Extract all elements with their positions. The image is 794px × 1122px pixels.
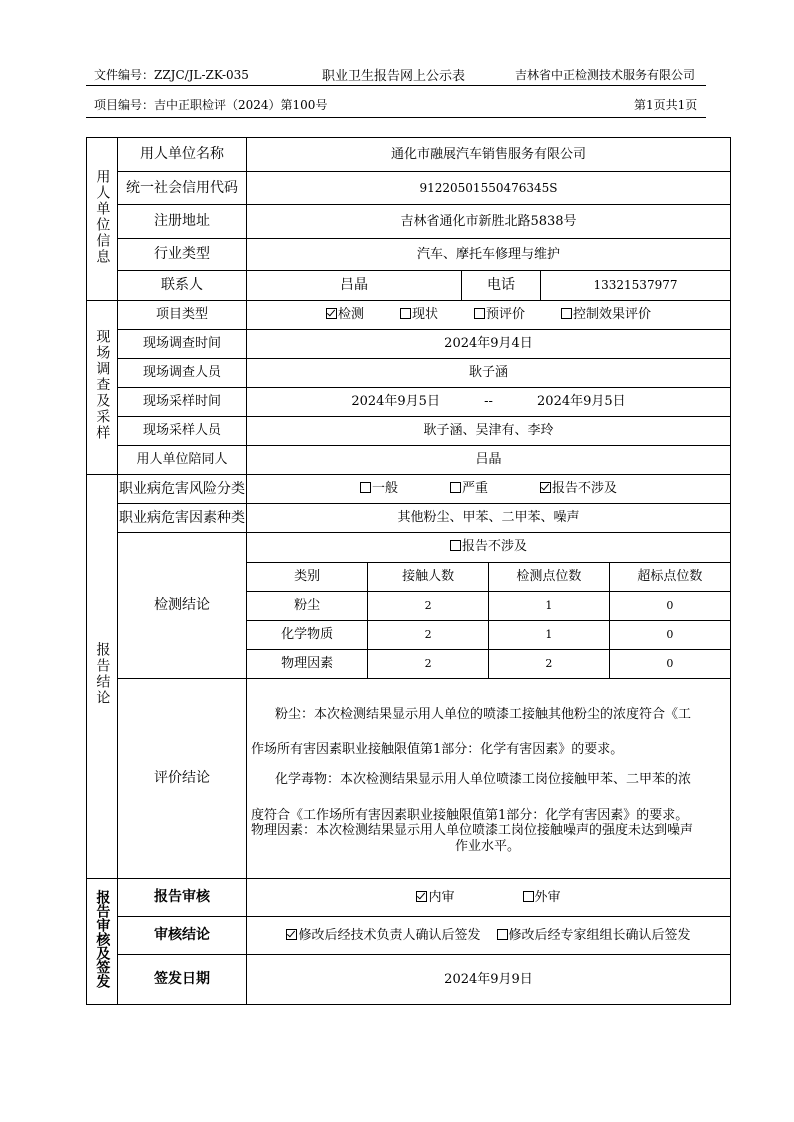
label-escort: 用人单位陪同人 xyxy=(118,446,247,475)
option-label: 内审 xyxy=(428,889,455,905)
issue-date: 2024年9月9日 xyxy=(247,955,731,1005)
option-1 xyxy=(523,890,561,906)
review-result-options xyxy=(247,917,731,955)
header-rule-top xyxy=(86,85,706,86)
surveyors: 耿子涵 xyxy=(247,359,731,388)
label-samplers: 现场采样人员 xyxy=(118,417,247,446)
option-0 xyxy=(286,928,480,944)
disclosure-table xyxy=(86,137,731,1005)
cell-exposed: 2 xyxy=(368,649,489,678)
table-row xyxy=(247,620,730,649)
section-review: 报告审核及签发 xyxy=(87,879,118,1005)
th-points: 检测点位数 xyxy=(489,562,610,591)
industry: 汽车、摩托车修理与维护 xyxy=(247,239,731,271)
option-1 xyxy=(400,307,438,323)
checkbox-icon xyxy=(360,482,371,493)
label-employer-name: 用人单位名称 xyxy=(118,138,247,172)
page-number: 第1页共1页 xyxy=(634,98,698,112)
label-survey-time: 现场调查时间 xyxy=(118,330,247,359)
label-review: 报告审核 xyxy=(118,879,247,917)
label-factors: 职业病危害因素种类 xyxy=(118,504,247,533)
option-label: 修改后经技术负责人确认后签发 xyxy=(298,927,481,943)
cell-category: 粉尘 xyxy=(247,591,368,620)
option-label: 报告不涉及 xyxy=(552,481,618,497)
checkbox-icon xyxy=(450,540,461,551)
detect-na: 报告不涉及 xyxy=(247,533,730,562)
phone: 13321537977 xyxy=(541,271,731,301)
table-row xyxy=(247,591,730,620)
employer-name: 通化市融展汽车销售服务有限公司 xyxy=(247,138,731,172)
label-project-type: 项目类型 xyxy=(118,301,247,330)
eval-chem-1: 化学毒物：本次检测结果显示用人单位喷漆工岗位接触甲苯、二甲苯的浓 xyxy=(275,771,692,787)
factors: 其他粉尘、甲苯、二甲苯、噪声 xyxy=(247,504,731,533)
eval-dust-2: 作场所有害因素职业接触限值第1部分：化学有害因素》的要求。 xyxy=(251,742,624,758)
sampling-end: 2024年9月5日 xyxy=(537,394,626,410)
samplers: 耿子涵、吴津有、李玲 xyxy=(247,417,731,446)
contact: 吕晶 xyxy=(247,271,462,301)
eval-chem-2: 度符合《工作场所有害因素职业接触限值第1部分：化学有害因素》的要求。 xyxy=(251,807,689,823)
option-2 xyxy=(540,481,617,497)
header-rule-bottom xyxy=(86,117,706,118)
label-address: 注册地址 xyxy=(118,205,247,239)
option-label: 预评价 xyxy=(486,307,526,323)
option-1 xyxy=(497,928,691,944)
doc-title: 职业卫生报告网上公示表 xyxy=(322,69,466,84)
option-2 xyxy=(474,307,525,323)
label-detect: 检测结论 xyxy=(118,533,247,679)
detect-cell xyxy=(247,533,731,679)
cell-exposed: 2 xyxy=(368,591,489,620)
doc-number: 文件编号：ZZJC/JL-ZK-035 xyxy=(94,68,249,82)
eval-phys-2: 作业水平。 xyxy=(454,838,520,854)
table-row xyxy=(247,649,730,678)
checked-box-icon xyxy=(326,308,337,319)
section-survey: 现场调查及采样 xyxy=(87,301,118,475)
label-phone: 电话 xyxy=(462,271,541,301)
label-review-result: 审核结论 xyxy=(118,917,247,955)
option-label: 控制效果评价 xyxy=(573,307,652,323)
label-credit-code: 统一社会信用代码 xyxy=(118,172,247,205)
cell-exposed: 2 xyxy=(368,620,489,649)
address: 吉林省通化市新胜北路5838号 xyxy=(247,205,731,239)
sampling-time xyxy=(247,388,731,417)
escort: 吕晶 xyxy=(247,446,731,475)
option-0 xyxy=(326,307,364,323)
label-eval: 评价结论 xyxy=(118,679,247,879)
label-issue-date: 签发日期 xyxy=(118,955,247,1005)
sampling-start: 2024年9月5日 xyxy=(351,394,440,410)
checked-box-icon xyxy=(416,891,427,902)
label-surveyors: 现场调查人员 xyxy=(118,359,247,388)
label-sampling-time: 现场采样时间 xyxy=(118,388,247,417)
cell-points: 1 xyxy=(489,620,610,649)
option-label: 现状 xyxy=(411,307,438,323)
checked-box-icon xyxy=(540,482,551,493)
credit-code: 91220501550476345S xyxy=(247,172,731,205)
eval-dust-1: 粉尘：本次检测结果显示用人单位的喷漆工接触其他粉尘的浓度符合《工 xyxy=(275,706,692,722)
checkbox-icon xyxy=(497,929,508,940)
survey-time: 2024年9月4日 xyxy=(247,330,731,359)
project-number: 项目编号：吉中正职检评（2024）第100号 xyxy=(94,98,328,112)
checkbox-icon xyxy=(450,482,461,493)
cell-category: 化学物质 xyxy=(247,620,368,649)
option-0 xyxy=(360,481,398,497)
checkbox-icon xyxy=(561,308,572,319)
eval-phys-1: 物理因素：本次检测结果显示用人单位喷漆工岗位接触噪声的强度未达到噪声 xyxy=(251,823,694,839)
th-exceed: 超标点位数 xyxy=(609,562,730,591)
option-label: 修改后经专家组组长确认后签发 xyxy=(508,927,691,943)
option-1 xyxy=(450,481,488,497)
checkbox-icon xyxy=(474,308,485,319)
checkbox-icon xyxy=(523,891,534,902)
cell-category: 物理因素 xyxy=(247,649,368,678)
cell-points: 1 xyxy=(489,591,610,620)
cell-exceed: 0 xyxy=(609,649,730,678)
label-risk: 职业病危害风险分类 xyxy=(118,475,247,504)
option-label: 外审 xyxy=(534,889,561,905)
th-category: 类别 xyxy=(247,562,368,591)
th-exposed: 接触人数 xyxy=(368,562,489,591)
checked-box-icon xyxy=(286,929,297,940)
option-3 xyxy=(561,307,651,323)
section-employer: 用人单位信息 xyxy=(87,138,118,301)
project-type-options xyxy=(247,301,731,330)
option-label: 检测 xyxy=(337,307,364,323)
label-industry: 行业类型 xyxy=(118,239,247,271)
detect-header-row xyxy=(247,562,730,591)
company-name: 吉林省中正检测技术服务有限公司 xyxy=(515,68,696,82)
cell-exceed: 0 xyxy=(609,620,730,649)
option-0 xyxy=(416,890,454,906)
detect-table xyxy=(247,533,730,678)
checkbox-icon xyxy=(400,308,411,319)
risk-options xyxy=(247,475,731,504)
label-contact: 联系人 xyxy=(118,271,247,301)
option-label: 严重 xyxy=(461,481,488,497)
section-conclusion: 报告结论 xyxy=(87,475,118,879)
cell-exceed: 0 xyxy=(609,591,730,620)
option-label: 一般 xyxy=(371,481,398,497)
sampling-separator: -- xyxy=(484,394,493,410)
review-options xyxy=(247,879,731,917)
eval-text xyxy=(247,679,731,879)
cell-points: 2 xyxy=(489,649,610,678)
